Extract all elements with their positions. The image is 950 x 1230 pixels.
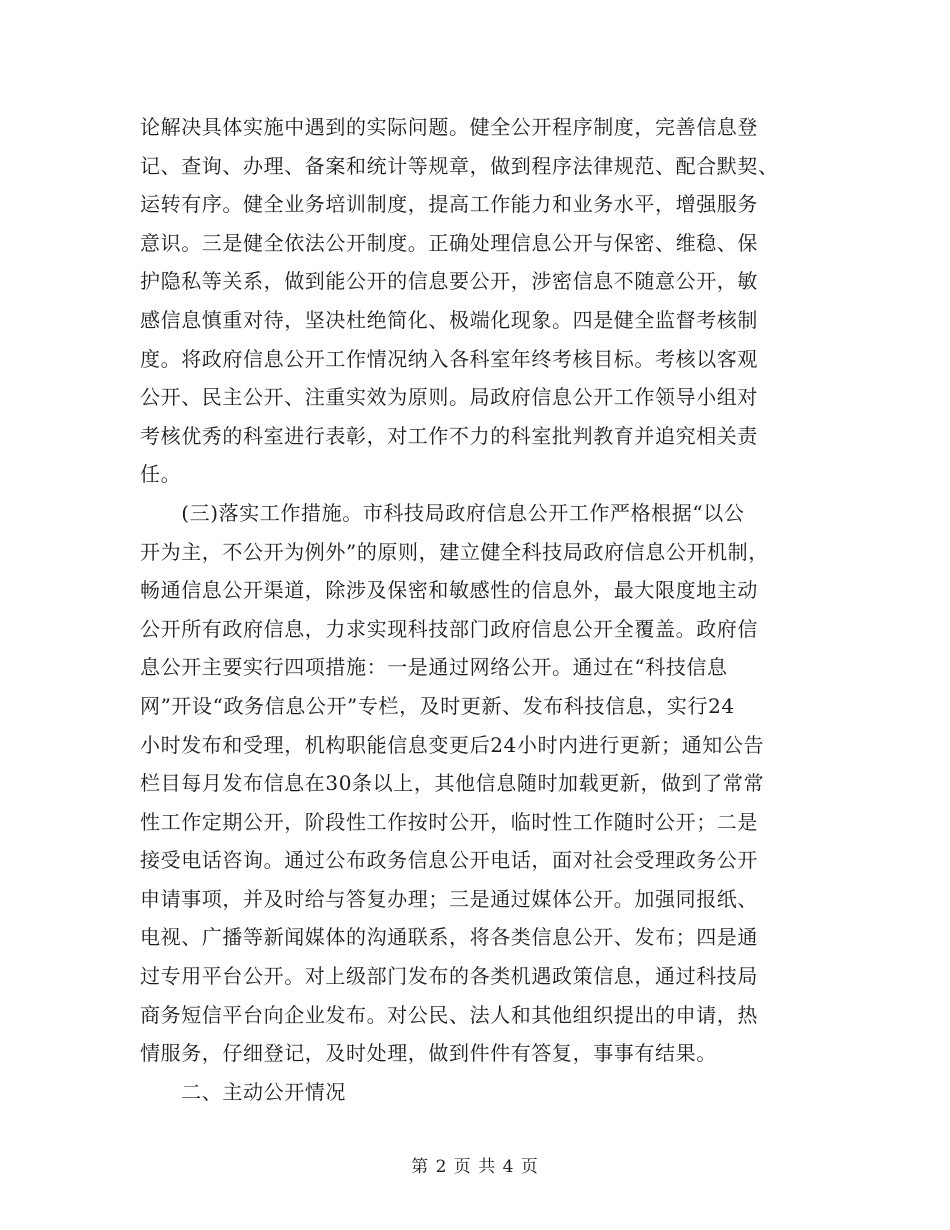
section-heading-line: (三)落实工作措施。市科技局政府信息公开工作严格根据“以公: [140, 500, 745, 525]
text-line: 申请事项，并及时给与答复办理；三是通过媒体公开。加强同报纸、: [140, 886, 758, 911]
text-line: 运转有序。健全业务培训制度，提高工作能力和业务水平，增强服务: [140, 192, 758, 217]
text-line: 栏目每月发布信息在30条以上，其他信息随时加载更新，做到了常常: [140, 771, 765, 796]
text-line: 过专用平台公开。对上级部门发布的各类机遇政策信息，通过科技局: [140, 964, 758, 989]
text-line: 网”开设“政务信息公开”专栏，及时更新、发布科技信息，实行24: [140, 693, 735, 718]
text-line: 意识。三是健全依法公开制度。正确处理信息公开与保密、维稳、保: [140, 230, 758, 255]
text-line: 电视、广播等新闻媒体的沟通联系，将各类信息公开、发布；四是通: [140, 925, 758, 950]
text-line: 感信息慎重对待，坚决杜绝简化、极端化现象。四是健全监督考核制: [140, 307, 758, 332]
text-line: 公开、民主公开、注重实效为原则。局政府信息公开工作领导小组对: [140, 385, 758, 410]
page-number-footer: 第 2 页 共 4 页: [411, 1157, 539, 1177]
section-heading: 二、主动公开情况: [140, 1079, 346, 1104]
text-line: 性工作定期公开，阶段性工作按时公开，临时性工作随时公开；二是: [140, 809, 758, 834]
text-line: 记、查询、办理、备案和统计等规章，做到程序法律规范、配合默契、: [140, 153, 779, 178]
text-line: 小时发布和受理，机构职能信息变更后24小时内进行更新；通知公告: [140, 732, 765, 757]
text-line: 考核优秀的科室进行表彰，对工作不力的科室批判教育并追究相关责: [140, 423, 758, 448]
text-line: 畅通信息公开渠道，除涉及保密和敏感性的信息外，最大限度地主动: [140, 578, 758, 603]
text-line: 息公开主要实行四项措施：一是通过网络公开。通过在“科技信息: [140, 655, 728, 680]
text-line: 任。: [140, 462, 182, 487]
text-line: 情服务，仔细登记，及时处理，做到件件有答复，事事有结果。: [140, 1041, 717, 1066]
text-line: 商务短信平台向企业发布。对公民、法人和其他组织提出的申请，热: [140, 1002, 758, 1027]
text-line: 接受电话咨询。通过公布政务信息公开电话，面对社会受理政务公开: [140, 848, 758, 873]
text-line: 度。将政府信息公开工作情况纳入各科室年终考核目标。考核以客观: [140, 346, 758, 371]
text-line: 开为主，不公开为例外”的原则，建立健全科技局政府信息公开机制，: [140, 539, 769, 564]
text-line: 论解决具体实施中遇到的实际问题。健全公开程序制度，完善信息登: [140, 115, 758, 139]
text-line: 护隐私等关系，做到能公开的信息要公开，涉密信息不随意公开，敏: [140, 269, 758, 294]
text-line: 公开所有政府信息，力求实现科技部门政府信息公开全覆盖。政府信: [140, 616, 758, 641]
document-body: [140, 108, 820, 1111]
